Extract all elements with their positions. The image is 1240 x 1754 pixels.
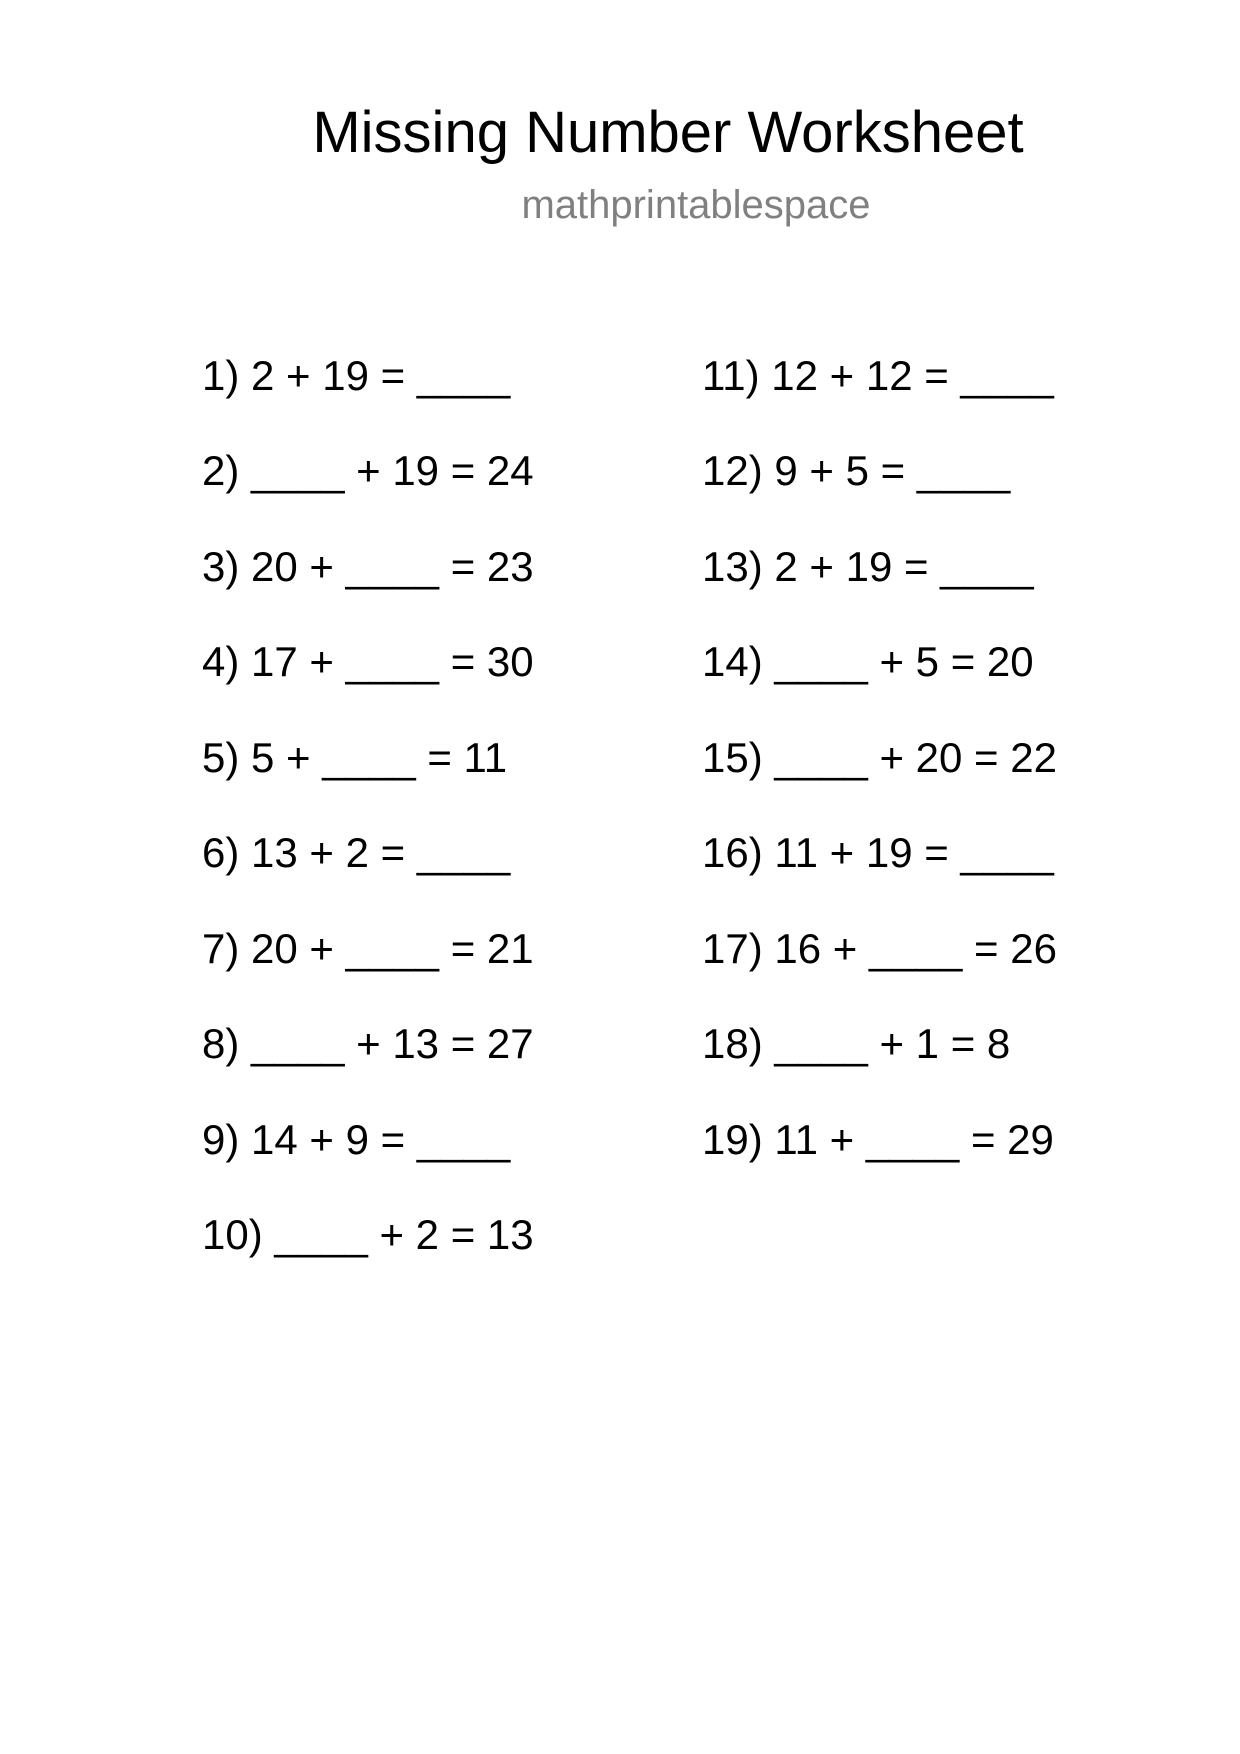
page-title: Missing Number Worksheet (312, 100, 1024, 165)
problem-8: 8) ____ + 13 = 27 (202, 1020, 534, 1067)
problem-6: 6) 13 + 2 = ____ (202, 829, 511, 876)
problem-15: 15) ____ + 20 = 22 (702, 734, 1057, 781)
problem-16: 16) 11 + 19 = ____ (702, 829, 1054, 876)
problem-9: 9) 14 + 9 = ____ (202, 1116, 511, 1163)
problem-19: 19) 11 + ____ = 29 (702, 1116, 1054, 1163)
problem-10: 10) ____ + 2 = 13 (202, 1211, 534, 1258)
problem-11: 11) 12 + 12 = ____ (702, 352, 1054, 399)
problem-1: 1) 2 + 19 = ____ (202, 352, 511, 399)
problem-12: 12) 9 + 5 = ____ (702, 447, 1011, 494)
problem-4: 4) 17 + ____ = 30 (202, 638, 534, 685)
problem-14: 14) ____ + 5 = 20 (702, 638, 1034, 685)
problem-5: 5) 5 + ____ = 11 (202, 734, 508, 781)
problem-18: 18) ____ + 1 = 8 (702, 1020, 1011, 1067)
problem-2: 2) ____ + 19 = 24 (202, 447, 534, 494)
problem-7: 7) 20 + ____ = 21 (202, 925, 534, 972)
problem-17: 17) 16 + ____ = 26 (702, 925, 1057, 972)
page-subtitle: mathprintablespace (521, 183, 871, 227)
problem-13: 13) 2 + 19 = ____ (702, 543, 1034, 590)
problem-3: 3) 20 + ____ = 23 (202, 543, 534, 590)
